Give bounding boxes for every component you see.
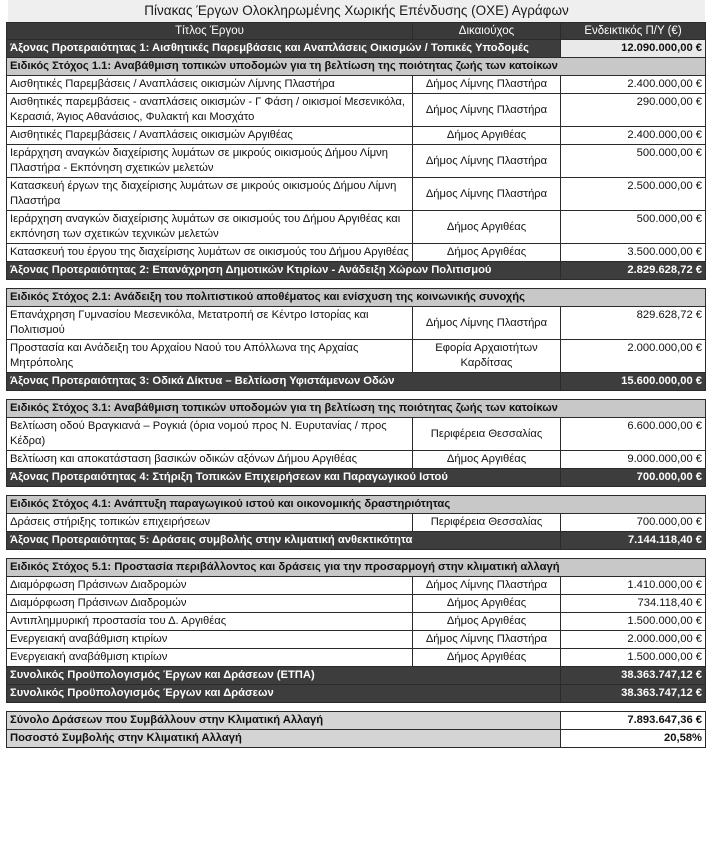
beneficiary: Δήμος Αργιθέας [413,613,561,631]
project-row [7,631,706,649]
project-title: Κατασκευή έργων της διαχείρισης λυμάτων σε μικρούς οικισμούς Δήμου Λίμνη Πλαστήρα [7,178,413,211]
beneficiary: Δήμος Αργιθέας [413,595,561,613]
project-row [7,613,706,631]
project-row [7,418,706,451]
priority-axis-amount: 2.829.628,72 € [561,262,706,280]
budget-amount: 1.410.000,00 € [561,577,706,595]
project-title: Ενεργειακή αναβάθμιση κτιρίων [7,631,413,649]
budget-amount: 1.500.000,00 € [561,649,706,667]
spacer-cell [7,703,706,712]
budget-total-title: Συνολικός Προϋπολογισμός Έργων και Δράσεων [7,685,561,703]
priority-axis-row [7,373,706,391]
budget-amount: 6.600.000,00 € [561,418,706,451]
budget-amount: 2.000.000,00 € [561,631,706,649]
project-title: Επανάχρηση Γυμνασίου Μεσενικόλα, Μετατροπή σε Κέντρο Ιστορίας και Πολιτισμού [7,307,413,340]
beneficiary: Δήμος Αργιθέας [413,649,561,667]
priority-axis-title: Άξονας Προτεραιότητας 1: Αισθητικές Παρεμβάσεις και Αναπλάσεις Οικισμών / Τοπικές Υποδομές [7,40,561,58]
spacer-cell [7,487,706,496]
beneficiary: Δήμος Αργιθέας [413,451,561,469]
budget-amount: 500.000,00 € [561,145,706,178]
spacer-cell [7,391,706,400]
budget-total-row [7,685,706,703]
beneficiary: Δήμος Λίμνης Πλαστήρα [413,307,561,340]
project-title: Διαμόρφωση Πράσινων Διαδρομών [7,595,413,613]
project-row [7,94,706,127]
objective-title: Ειδικός Στόχος 2.1: Ανάδειξη του πολιτιστικού αποθέματος και ενίσχυση της κοινωνικής συνοχής [7,289,706,307]
budget-amount: 2.400.000,00 € [561,127,706,145]
objective-title: Ειδικός Στόχος 5.1: Προστασία περιβάλλοντος και δράσεις για την προσαρμογή στην κλιματική αλλαγή [7,559,706,577]
budget-amount: 3.500.000,00 € [561,244,706,262]
objective-title: Ειδικός Στόχος 1.1: Αναβάθμιση τοπικών υποδομών για τη βελτίωση της ποιότητας ζωής των κατοίκων [7,58,706,76]
beneficiary: Δήμος Λίμνης Πλαστήρα [413,145,561,178]
spacer-row [7,280,706,289]
specific-objective-row [7,559,706,577]
priority-axis-amount: 7.144.118,40 € [561,532,706,550]
specific-objective-row [7,289,706,307]
budget-amount: 700.000,00 € [561,514,706,532]
project-title: Ιεράρχηση αναγκών διαχείρισης λυμάτων σε μικρούς οικισμούς Δήμου Λίμνη Πλαστήρα - Εκπόνηση σχετικών μελετών [7,145,413,178]
specific-objective-row [7,496,706,514]
project-row [7,577,706,595]
budget-total-amount: 38.363.747,12 € [561,685,706,703]
beneficiary: Δήμος Λίμνης Πλαστήρα [413,178,561,211]
project-row [7,340,706,373]
climate-summary-amount: 7.893.647,36 € [561,712,706,730]
spacer-row [7,487,706,496]
priority-axis-row [7,532,706,550]
budget-amount: 1.500.000,00 € [561,613,706,631]
spacer-row [7,391,706,400]
project-title: Ενεργειακή αναβάθμιση κτιρίων [7,649,413,667]
specific-objective-row [7,400,706,418]
budget-amount: 500.000,00 € [561,211,706,244]
beneficiary: Δήμος Αργιθέας [413,211,561,244]
budget-amount: 2.500.000,00 € [561,178,706,211]
budget-amount: 734.118,40 € [561,595,706,613]
budget-amount: 9.000.000,00 € [561,451,706,469]
header-project-title: Τίτλος Έργου [7,23,413,40]
project-title: Βελτίωση οδού Βραγκιανά – Ρογκιά (όρια νομού προς Ν. Ευρυτανίας / προς Κέδρα) [7,418,413,451]
header-budget: Ενδεικτικός Π/Υ (€) [561,23,706,40]
specific-objective-row [7,58,706,76]
priority-axis-amount: 12.090.000,00 € [561,40,706,58]
objective-title: Ειδικός Στόχος 3.1: Αναβάθμιση τοπικών υποδομών για τη βελτίωση της ποιότητας ζωής των κατοίκων [7,400,706,418]
beneficiary: Δήμος Αργιθέας [413,127,561,145]
project-row [7,178,706,211]
beneficiary: Δήμος Λίμνης Πλαστήρα [413,76,561,94]
climate-summary-title: Ποσοστό Συμβολής στην Κλιματική Αλλαγή [7,730,561,748]
beneficiary: Δήμος Λίμνης Πλαστήρα [413,577,561,595]
project-row [7,514,706,532]
beneficiary: Περιφέρεια Θεσσαλίας [413,418,561,451]
priority-axis-row [7,262,706,280]
spacer-cell [7,280,706,289]
climate-summary-title: Σύνολο Δράσεων που Συμβάλλουν στην Κλιματική Αλλαγή [7,712,561,730]
objective-title: Ειδικός Στόχος 4.1: Ανάπτυξη παραγωγικού ιστού και οικονομικής δραστηριότητας [7,496,706,514]
project-row [7,211,706,244]
header-beneficiary: Δικαιούχος [413,23,561,40]
project-title: Κατασκευή του έργου της διαχείρισης λυμάτων σε οικισμούς του Δήμου Αργιθέας [7,244,413,262]
project-title: Προστασία και Ανάδειξη του Αρχαίου Ναού του Απόλλωνα της Αρχαίας Μητρόπολης [7,340,413,373]
project-row [7,451,706,469]
spacer-cell [7,550,706,559]
beneficiary: Περιφέρεια Θεσσαλίας [413,514,561,532]
projects-table [6,22,706,748]
beneficiary: Δήμος Αργιθέας [413,244,561,262]
table-header-row [7,23,706,40]
table-body [7,40,706,748]
budget-total-row [7,667,706,685]
project-title: Βελτίωση και αποκατάσταση βασικών οδικών αξόνων Δήμου Αργιθέας [7,451,413,469]
project-row [7,244,706,262]
project-title: Διαμόρφωση Πράσινων Διαδρομών [7,577,413,595]
project-row [7,127,706,145]
priority-axis-title: Άξονας Προτεραιότητας 4: Στήριξη Τοπικών Επιχειρήσεων και Παραγωγικού Ιστού [7,469,561,487]
project-row [7,649,706,667]
climate-summary-row [7,712,706,730]
project-row [7,595,706,613]
project-title: Αντιπλημμυρική προστασία του Δ. Αργιθέας [7,613,413,631]
budget-amount: 2.400.000,00 € [561,76,706,94]
project-title: Αισθητικές Παρεμβάσεις / Αναπλάσεις οικισμών Αργιθέας [7,127,413,145]
priority-axis-amount: 700.000,00 € [561,469,706,487]
priority-axis-row [7,469,706,487]
priority-axis-title: Άξονας Προτεραιότητας 2: Επανάχρηση Δημοτικών Κτιρίων - Ανάδειξη Χώρων Πολιτισμού [7,262,561,280]
budget-amount: 829.628,72 € [561,307,706,340]
spacer-row [7,550,706,559]
budget-amount: 290.000,00 € [561,94,706,127]
table-title: Πίνακας Έργων Ολοκληρωμένης Χωρικής Επένδυσης (ΟΧΕ) Αγράφων [8,0,705,22]
beneficiary: Δήμος Λίμνης Πλαστήρα [413,94,561,127]
project-row [7,307,706,340]
climate-summary-amount: 20,58% [561,730,706,748]
budget-total-amount: 38.363.747,12 € [561,667,706,685]
project-title: Δράσεις στήριξης τοπικών επιχειρήσεων [7,514,413,532]
priority-axis-row [7,40,706,58]
beneficiary: Δήμος Λίμνης Πλαστήρα [413,631,561,649]
project-title: Αισθητικές παρεμβάσεις - αναπλάσεις οικισμών - Γ Φάση / οικισμοί Μεσενικόλα, Κερασιά, Άγιος Αθανάσιος, Φυλακτή και Μοσχάτο [7,94,413,127]
climate-summary-row [7,730,706,748]
project-row [7,76,706,94]
priority-axis-title: Άξονας Προτεραιότητας 5: Δράσεις συμβολής στην κλιματική ανθεκτικότητα [7,532,561,550]
priority-axis-title: Άξονας Προτεραιότητας 3: Οδικά Δίκτυα – Βελτίωση Υφιστάμενων Οδών [7,373,561,391]
budget-total-title: Συνολικός Προϋπολογισμός Έργων και Δράσεων (ΕΤΠΑ) [7,667,561,685]
project-title: Αισθητικές Παρεμβάσεις / Αναπλάσεις οικισμών Λίμνης Πλαστήρα [7,76,413,94]
priority-axis-amount: 15.600.000,00 € [561,373,706,391]
project-row [7,145,706,178]
beneficiary: Εφορία Αρχαιοτήτων Καρδίτσας [413,340,561,373]
spacer-row [7,703,706,712]
project-title: Ιεράρχηση αναγκών διαχείρισης λυμάτων σε οικισμούς του Δήμου Αργιθέας και εκπόνηση των σχετικών τεχνικών μελετών [7,211,413,244]
budget-amount: 2.000.000,00 € [561,340,706,373]
